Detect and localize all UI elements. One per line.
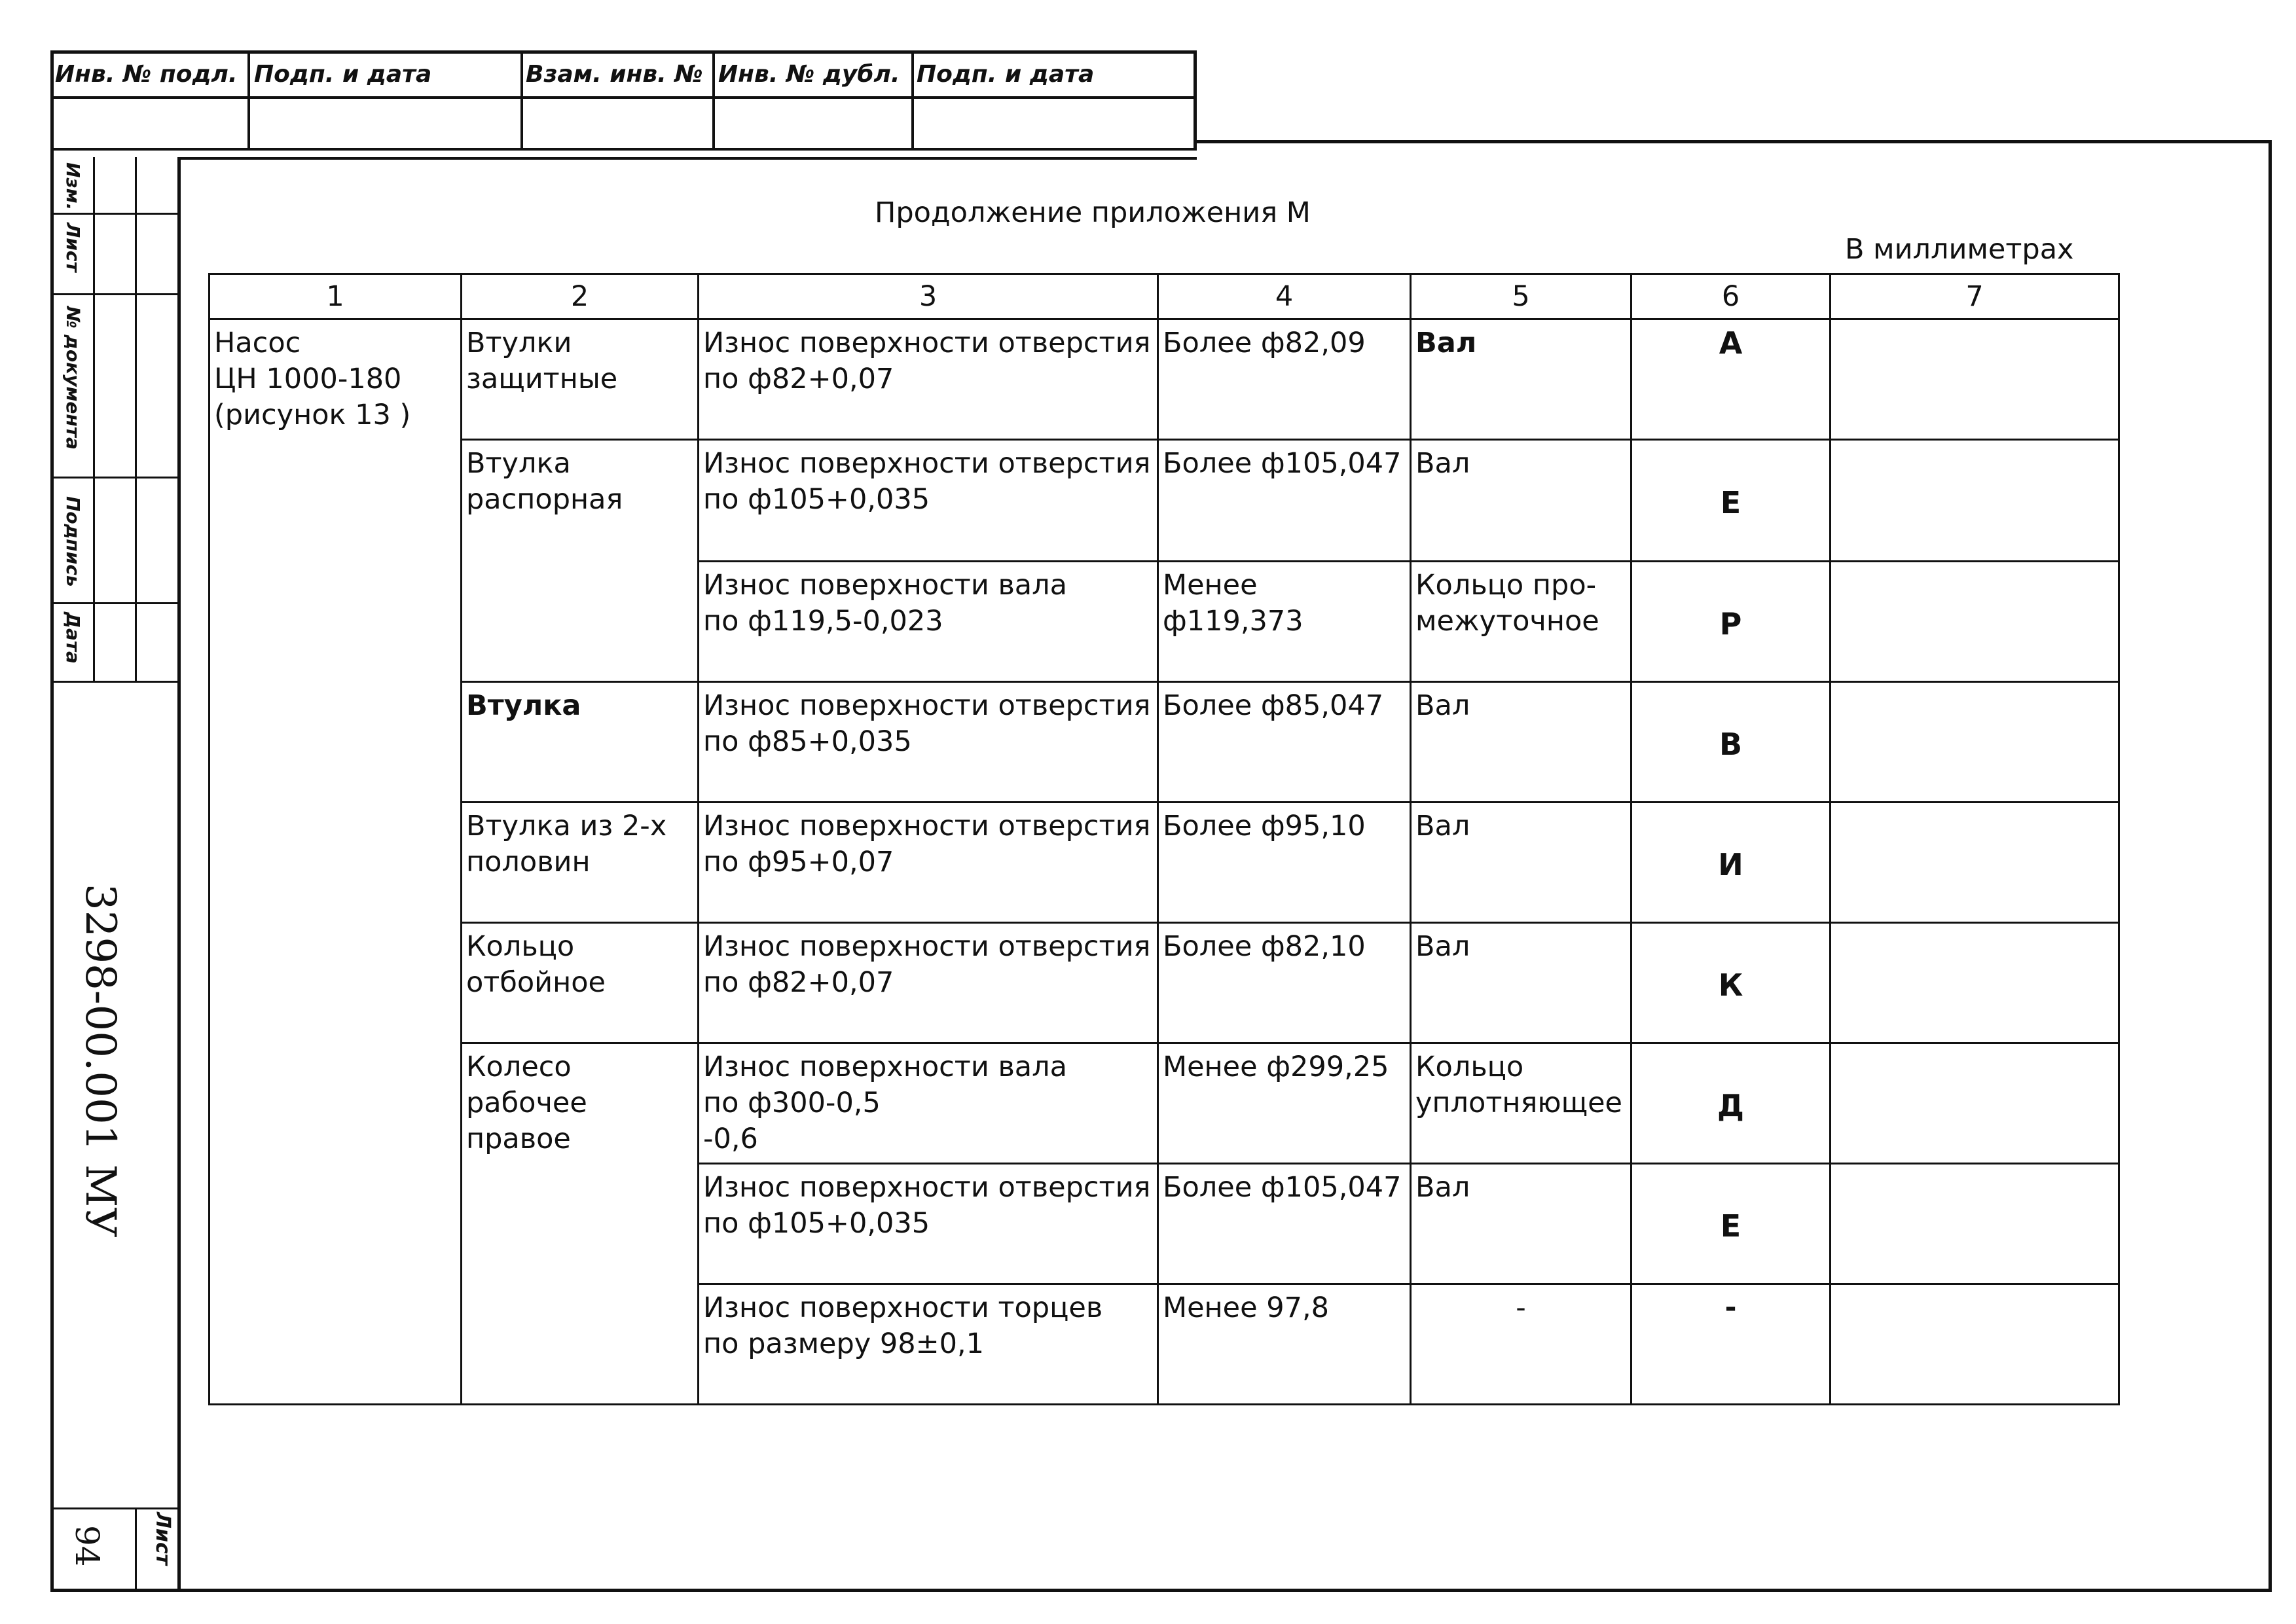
mate-cell: Кольцо уплотняющее (1411, 1043, 1631, 1164)
defect-cell: Износ поверхности вала по ф119,5-0,023 (699, 562, 1158, 682)
mate-cell: Вал (1411, 1164, 1631, 1284)
table-row (210, 440, 2119, 562)
defect-cell: Износ поверхности отверстия по ф95+0,07 (699, 803, 1158, 923)
mate-cell: - (1411, 1284, 1631, 1405)
limit-cell: Более ф82,10 (1158, 923, 1411, 1043)
limit-cell: Более ф105,047 (1158, 1164, 1411, 1284)
defect-cell: Износ поверхности отверстия по ф82+0,07 (699, 923, 1158, 1043)
stamp-header-podp-data-2: Подп. и дата (917, 61, 1095, 88)
limit-cell: Более ф105,047 (1158, 440, 1411, 562)
side-label-list: Лист (62, 223, 84, 272)
note-cell (1831, 1043, 2119, 1164)
code-cell: А (1631, 319, 1831, 440)
stamp-header-inv-dubl: Инв. № дубл. (718, 61, 900, 88)
part-name: Втулка распорная (462, 440, 699, 682)
note-cell (1831, 1284, 2119, 1405)
limit-cell: Менее 97,8 (1158, 1284, 1411, 1405)
document-code: 3298-00.001 МУ (76, 884, 124, 1238)
code-cell: Д (1631, 1043, 1831, 1164)
mate-cell: Вал (1411, 803, 1631, 923)
side-label-doc: № документа (62, 306, 84, 450)
sheet-label: Лист (151, 1512, 174, 1566)
column-header: 5 (1411, 274, 1631, 319)
side-label-date: Дата (62, 612, 84, 664)
limit-cell: Менее ф299,25 (1158, 1043, 1411, 1164)
side-label-signature: Подпись (62, 496, 84, 587)
column-header: 3 (699, 274, 1158, 319)
table-row (210, 682, 2119, 803)
column-header: 4 (1158, 274, 1411, 319)
part-name: Втулки защитные (462, 319, 699, 440)
note-cell (1831, 440, 2119, 562)
defect-cell: Износ поверхности отверстия по ф82+0,07 (699, 319, 1158, 440)
stamp-header-podp-data: Подп. и дата (254, 61, 432, 88)
units-note: В миллиметрах (1845, 233, 2074, 266)
mate-cell: Вал (1411, 682, 1631, 803)
mate-cell: Вал (1411, 319, 1631, 440)
code-cell: Е (1631, 1164, 1831, 1284)
part-name: Втулка из 2-х половин (462, 803, 699, 923)
limit-cell: Более ф82,09 (1158, 319, 1411, 440)
limit-cell: Более ф95,10 (1158, 803, 1411, 923)
defect-cell: Износ поверхности вала по ф300-0,5 -0,6 (699, 1043, 1158, 1164)
note-cell (1831, 562, 2119, 682)
note-cell (1831, 682, 2119, 803)
column-header: 7 (1831, 274, 2119, 319)
page-title: Продолжение приложения М (875, 196, 1311, 229)
defect-cell: Износ поверхности торцев по размеру 98±0,1 (699, 1284, 1158, 1405)
mate-cell: Кольцо про- межуточное (1411, 562, 1631, 682)
column-header: 1 (210, 274, 462, 319)
code-cell: И (1631, 803, 1831, 923)
part-name: Кольцо отбойное (462, 923, 699, 1043)
mate-cell: Вал (1411, 440, 1631, 562)
stamp-header-inv-podl: Инв. № подл. (55, 61, 238, 88)
table-row (210, 923, 2119, 1043)
column-header: 2 (462, 274, 699, 319)
code-cell: К (1631, 923, 1831, 1043)
sheet-number: 94 (68, 1525, 106, 1567)
stamp-header-vzam-inv: Взам. инв. № (526, 61, 703, 88)
note-cell (1831, 319, 2119, 440)
mate-cell: Вал (1411, 923, 1631, 1043)
defects-table (208, 273, 2120, 1405)
limit-cell: Менее ф119,373 (1158, 562, 1411, 682)
defect-cell: Износ поверхности отверстия по ф105+0,035 (699, 440, 1158, 562)
code-cell: Е (1631, 440, 1831, 562)
column-header: 6 (1631, 274, 1831, 319)
note-cell (1831, 803, 2119, 923)
table-row (210, 319, 2119, 440)
pump-name: Насос ЦН 1000-180 (рисунок 13 ) (210, 319, 462, 1405)
table-row (210, 803, 2119, 923)
part-name: Колесо рабочее правое (462, 1043, 699, 1405)
table-header-row (210, 274, 2119, 319)
code-cell: Р (1631, 562, 1831, 682)
note-cell (1831, 1164, 2119, 1284)
defect-cell: Износ поверхности отверстия по ф85+0,035 (699, 682, 1158, 803)
part-name: Втулка (462, 682, 699, 803)
table-row (210, 1043, 2119, 1164)
code-cell: В (1631, 682, 1831, 803)
code-cell: - (1631, 1284, 1831, 1405)
limit-cell: Более ф85,047 (1158, 682, 1411, 803)
side-label-izm: Изм. (62, 162, 84, 211)
note-cell (1831, 923, 2119, 1043)
defect-cell: Износ поверхности отверстия по ф105+0,035 (699, 1164, 1158, 1284)
